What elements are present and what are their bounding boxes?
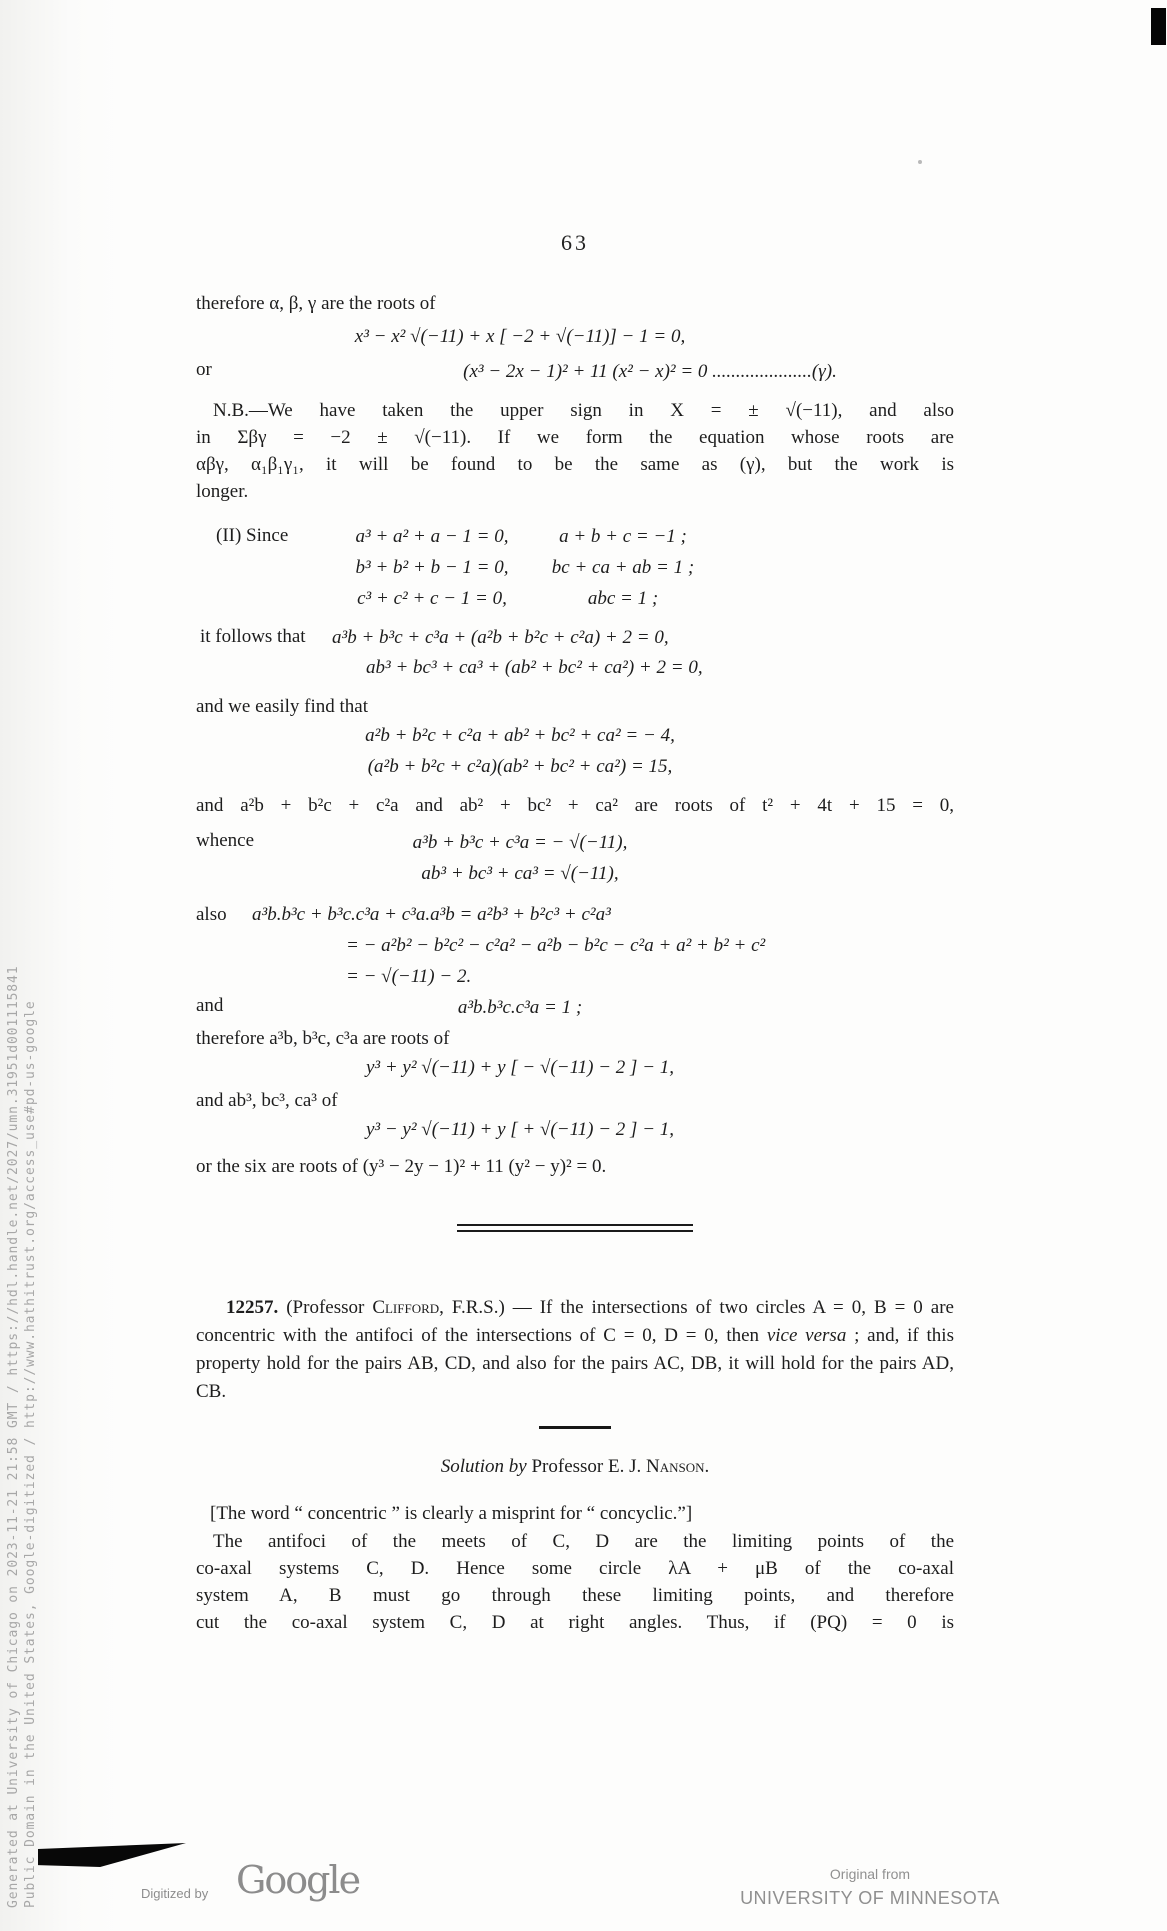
scan-artifact-wedge bbox=[38, 1843, 186, 1867]
original-from-label: Original from bbox=[829, 1866, 911, 1882]
equation: a³b.b³c.c³a = 1 ; bbox=[457, 997, 583, 1018]
also-label: also bbox=[196, 904, 227, 925]
math-expression: a + b + c = −1 ; bbox=[559, 526, 687, 547]
scan-artifact-dot bbox=[918, 160, 922, 164]
google-logo: Google bbox=[236, 1858, 360, 1902]
equation: x³ − x² √(−11) + x [ −2 + √(−11)] − 1 = 0, bbox=[354, 326, 686, 347]
equation: (a²b + b²c + c²a)(ab² + bc² + ca²) = 15, bbox=[367, 756, 673, 777]
text-line: therefore a³b, b³c, c³a are roots of bbox=[196, 1028, 450, 1049]
solution-author: Nanson. bbox=[646, 1456, 710, 1477]
and-label: and bbox=[196, 995, 224, 1016]
page-number: 63 bbox=[561, 230, 589, 255]
text-line: and we easily find that bbox=[196, 696, 369, 717]
equation: ab³ + bc³ + ca³ = √(−11), bbox=[421, 863, 619, 884]
since-label-spacer bbox=[216, 552, 344, 583]
paragraph-line: αβγ, α₁β₁γ₁, it will be found to be the same as (γ), but the work is bbox=[196, 454, 954, 475]
text-line: or the six are roots of (y³ − 2y − 1)² + 11 (y² − y)² = 0. bbox=[196, 1156, 607, 1177]
paragraph-line: co-axal systems C, D. Hence some circle λA + μB of the co-axal bbox=[196, 1558, 954, 1579]
equation: y³ + y² √(−11) + y [ − √(−11) − 2 ] − 1, bbox=[365, 1057, 675, 1078]
equation: = − √(−11) − 2. bbox=[346, 966, 472, 987]
problem-text: , F.R.S.) — If the intersections of two circles A = 0, B = 0 are concentric with the antifoci of the intersections of C = 0, D = 0, then bbox=[196, 1297, 954, 1346]
digitized-by-label: Digitized by bbox=[141, 1886, 209, 1901]
problem-number: 12257. bbox=[226, 1297, 279, 1318]
section-divider-short bbox=[539, 1426, 611, 1429]
math-expression: a³ + a² + a − 1 = 0, bbox=[355, 526, 509, 547]
problem-statement bbox=[196, 1294, 954, 1406]
math-expression: c³ + c² + c − 1 = 0, bbox=[357, 588, 507, 609]
paragraph-line: N.B.—We have taken the upper sign in X = ± √(−11), and also bbox=[213, 400, 954, 421]
equation-row bbox=[196, 622, 954, 653]
paragraph-line: in Σβγ = −2 ± √(−11). If we form the equation whose roots are bbox=[196, 427, 954, 448]
paragraph-line: system A, B must go through these limiting points, and therefore bbox=[196, 1585, 954, 1606]
nb-paragraph bbox=[196, 397, 954, 505]
equation-row bbox=[196, 827, 954, 858]
equation-row bbox=[196, 899, 954, 930]
problem-latin-phrase: vice versa bbox=[766, 1325, 847, 1346]
text-line: and ab³, bc³, ca³ of bbox=[196, 1090, 338, 1111]
solution-heading-text: Professor E. J. bbox=[526, 1456, 647, 1477]
editorial-note: [The word “ concentric ” is clearly a misprint for “ concyclic.”] bbox=[210, 1503, 693, 1524]
page-content bbox=[196, 290, 954, 1636]
or-label: or bbox=[196, 359, 212, 380]
solution-heading-lead: Solution by bbox=[440, 1456, 527, 1477]
paragraph-line: longer. bbox=[196, 481, 249, 502]
equation-row bbox=[216, 552, 954, 583]
since-label: (II) Since bbox=[216, 525, 289, 546]
paragraph-line: cut the co-axal system C, D at right angles. Thus, if (PQ) = 0 is bbox=[196, 1612, 954, 1633]
whence-label: whence bbox=[196, 830, 255, 851]
since-label-spacer bbox=[216, 583, 344, 614]
problem-author: Clifford bbox=[372, 1297, 440, 1318]
problem-text: (Professor bbox=[278, 1297, 373, 1318]
equation: ab³ + bc³ + ca³ + (ab² + bc² + ca²) + 2 = 0, bbox=[366, 657, 703, 678]
institution-label: UNIVERSITY OF MINNESOTA bbox=[740, 1888, 1000, 1908]
equation: = − a²b² − b²c² − c²a² − a²b − b²c − c²a + a² + b² + c² bbox=[346, 935, 766, 956]
math-expression: a³b + b³c + c³a + (a²b + b²c + c²a) + 2 = 0, bbox=[332, 627, 669, 648]
equation: a²b + b²c + c²a + ab² + bc² + ca² = − 4, bbox=[365, 725, 675, 746]
equation: (x³ − 2x − 1)² + 11 (x² − x)² = 0 .....................(γ). bbox=[463, 361, 837, 382]
problem-text: ; and, if this property hold for the pairs AB, CD, and also for the pairs AC, DB, it will hold for the pairs AD, CB. bbox=[196, 1325, 954, 1402]
follows-label: it follows that bbox=[200, 626, 306, 647]
equation: y³ − y² √(−11) + y [ + √(−11) − 2 ] − 1, bbox=[365, 1119, 675, 1140]
solution-heading bbox=[196, 1453, 954, 1480]
equation: a³b + b³c + c³a = − √(−11), bbox=[412, 832, 628, 853]
math-expression: bc + ca + ab = 1 ; bbox=[551, 557, 695, 578]
paragraph-line: The antifoci of the meets of C, D are the limiting points of the bbox=[213, 1531, 954, 1552]
equation-system-block bbox=[196, 521, 954, 614]
text-line: and a²b + b²c + c²a and ab² + bc² + ca² are roots of t² + 4t + 15 = 0, bbox=[196, 795, 954, 816]
scan-artifact-corner bbox=[1151, 8, 1166, 45]
margin-metadata-line: Public Domain in the United States, Google-digitized / http://www.hathitrust.org/access_use#pd-us-google bbox=[23, 1000, 38, 1908]
text-line: therefore α, β, γ are the roots of bbox=[196, 293, 436, 314]
equation-row bbox=[216, 521, 954, 552]
math-expression: b³ + b² + b − 1 = 0, bbox=[355, 557, 509, 578]
equation-row bbox=[196, 356, 954, 387]
math-expression: abc = 1 ; bbox=[587, 588, 659, 609]
solution-body bbox=[196, 1528, 954, 1636]
section-divider-double bbox=[457, 1224, 693, 1232]
math-expression: a³b.b³c + b³c.c³a + c³a.a³b = a²b³ + b²c³ + c²a³ bbox=[252, 904, 611, 925]
equation-row bbox=[216, 583, 954, 614]
equation-row bbox=[196, 992, 954, 1023]
margin-metadata-line: Generated at University of Chicago on 2023-11-21 21:58 GMT / https://hdl.handle.net/2027/umn.31951d001115841 bbox=[6, 965, 21, 1908]
